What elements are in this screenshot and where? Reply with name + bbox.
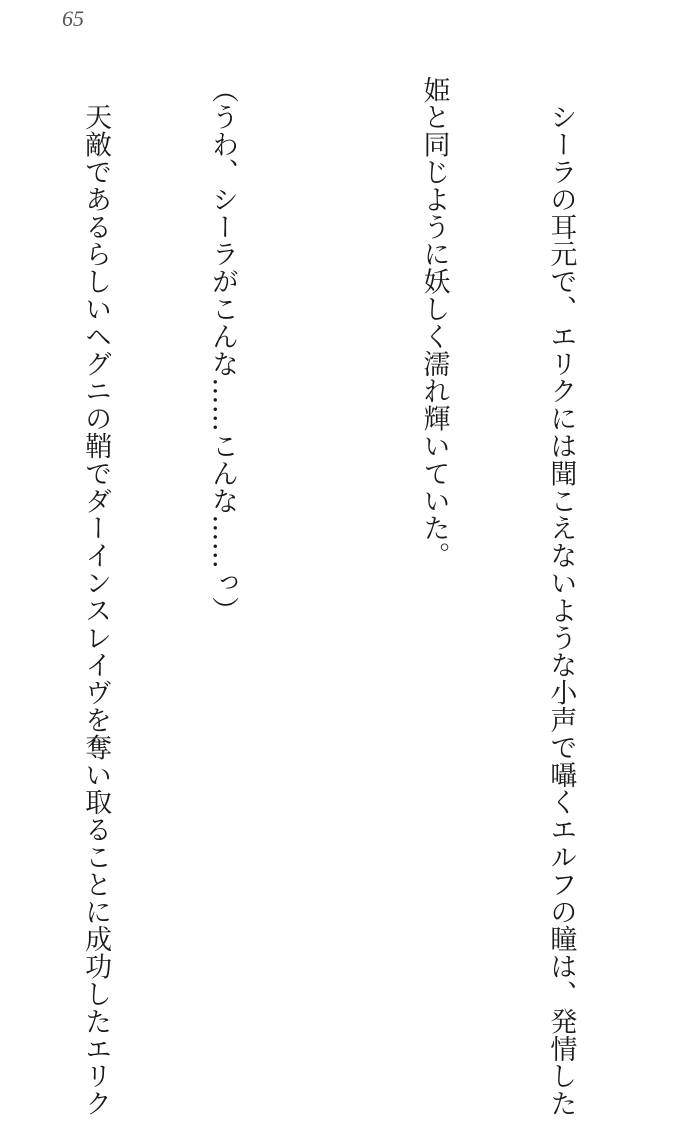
text-line: 天敵であるらしいヘグニの鞘でダーインスレイヴを奪い取ることに成功したエリク	[80, 76, 112, 1118]
text-line: （うわ、シーラがこんな……こんな……っ）	[207, 76, 239, 624]
text-line: 姫と同じように妖しく濡れ輝いていた。	[418, 76, 450, 570]
novel-text-body	[0, 76, 666, 1118]
text-line: シーラの耳元で、エリクには聞こえないような小声で囁くエルフの瞳は、発情した	[545, 76, 577, 1118]
page-number: 65	[62, 6, 84, 31]
